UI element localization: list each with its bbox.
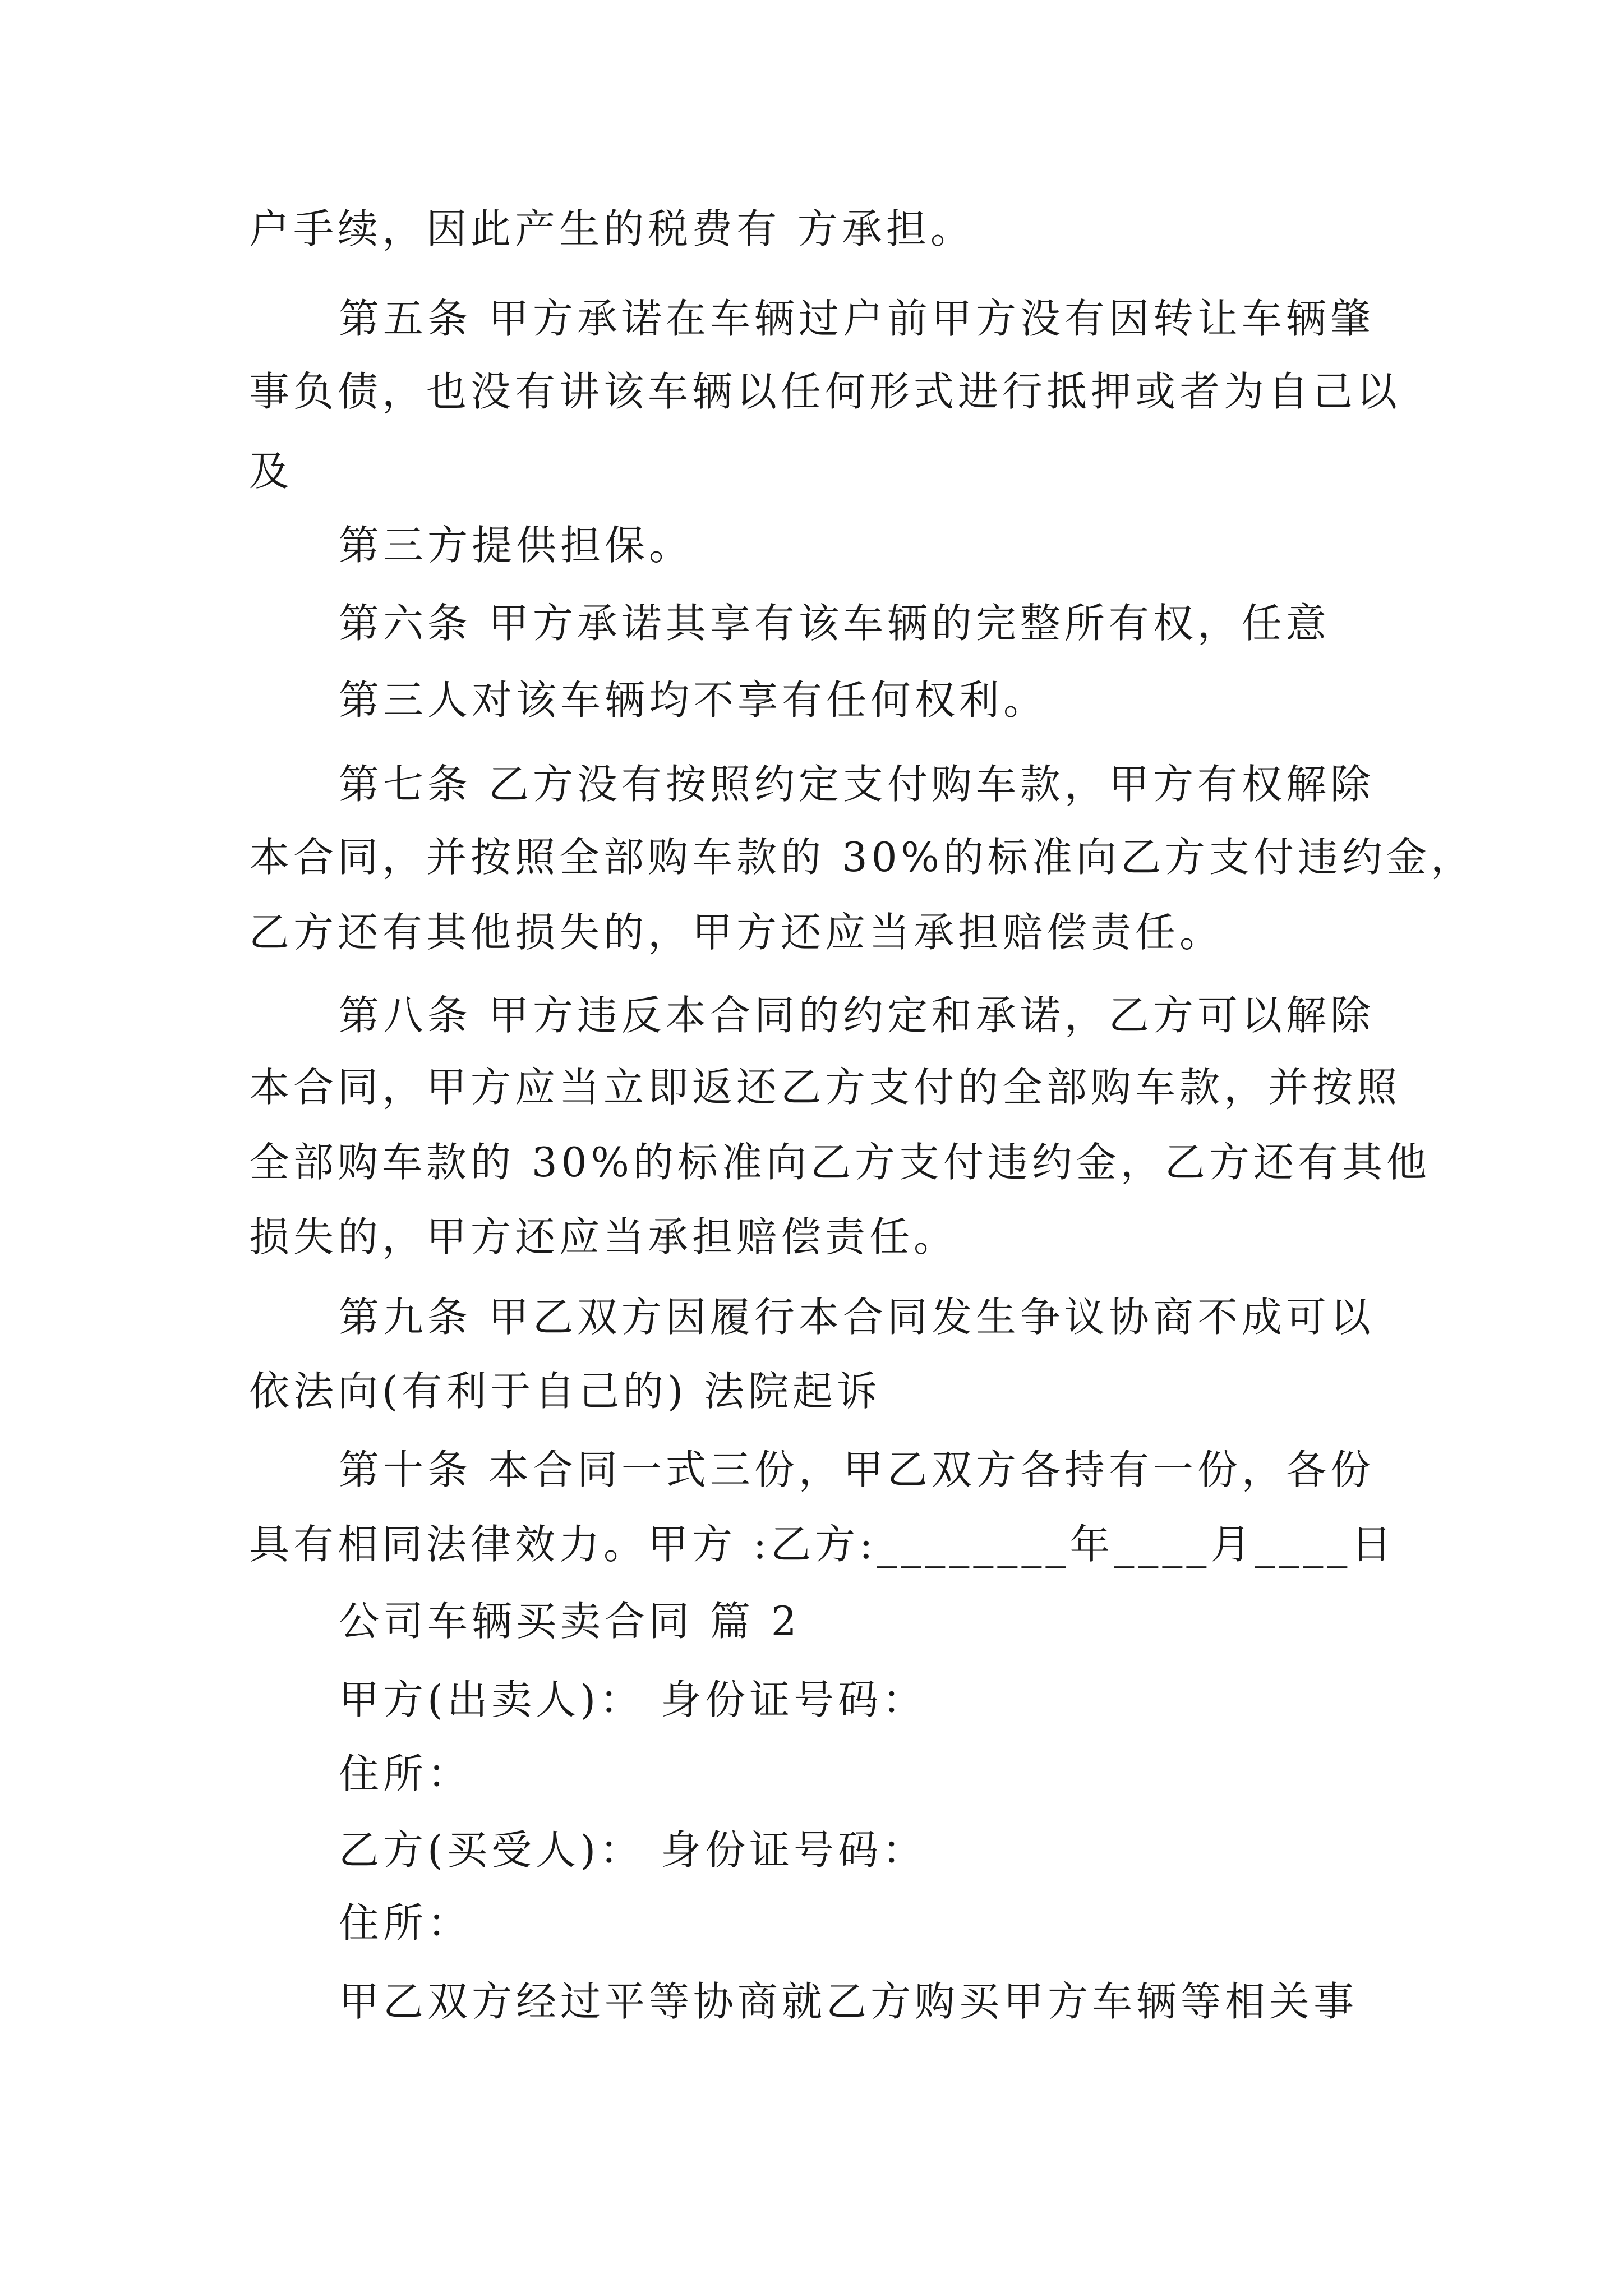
text-line: 第八条 甲方违反本合同的约定和承诺，乙方可以解除 [339,992,1375,1039]
text-line: 第七条 乙方没有按照约定支付购车款，甲方有权解除 [339,761,1375,808]
text-line: 本合同，甲方应当立即返还乙方支付的全部购车款，并按照 [249,1064,1401,1111]
text-line: 住所： [339,1899,472,1947]
text-line: 第六条 甲方承诺其享有该车辆的完整所有权，任意 [339,600,1330,647]
text-line: 具有相同法律效力。甲方 :乙方:________年____月____日 [249,1521,1396,1568]
text-line: 甲乙双方经过平等协商就乙方购买甲方车辆等相关事 [339,1978,1358,2025]
text-line: 事负债，也没有讲该车辆以任何形式进行抵押或者为自己以 [249,368,1401,415]
text-line: 户手续，因此产生的税费有 方承担。 [249,205,975,252]
text-line: 依法向(有利于自己的) 法院起诉 [249,1368,882,1415]
section-heading: 公司车辆买卖合同 篇 2 [339,1598,801,1645]
text-line: 乙方还有其他损失的，甲方还应当承担赔偿责任。 [249,909,1224,956]
text-line: 甲方(出卖人)： 身份证号码： [339,1676,927,1723]
text-line: 全部购车款的 30%的标准向乙方支付违约金，乙方还有其他 [249,1139,1431,1186]
text-line: 住所： [339,1750,472,1797]
text-line: 乙方(买受人)： 身份证号码： [339,1826,927,1874]
text-line: 第三方提供担保。 [339,522,694,569]
text-line: 及 [249,448,294,495]
text-line: 损失的，甲方还应当承担赔偿责任。 [249,1213,958,1260]
text-line: 第十条 本合同一式三份，甲乙双方各持有一份，各份 [339,1446,1375,1493]
text-line: 第三人对该车辆均不享有任何权利。 [339,677,1048,724]
text-line: 第五条 甲方承诺在车辆过户前甲方没有因转让车辆肇 [339,295,1375,342]
text-line: 第九条 甲乙双方因履行本合同发生争议协商不成可以 [339,1294,1375,1341]
text-line: 本合同，并按照全部购车款的 30%的标准向乙方支付违约金， [249,834,1475,881]
